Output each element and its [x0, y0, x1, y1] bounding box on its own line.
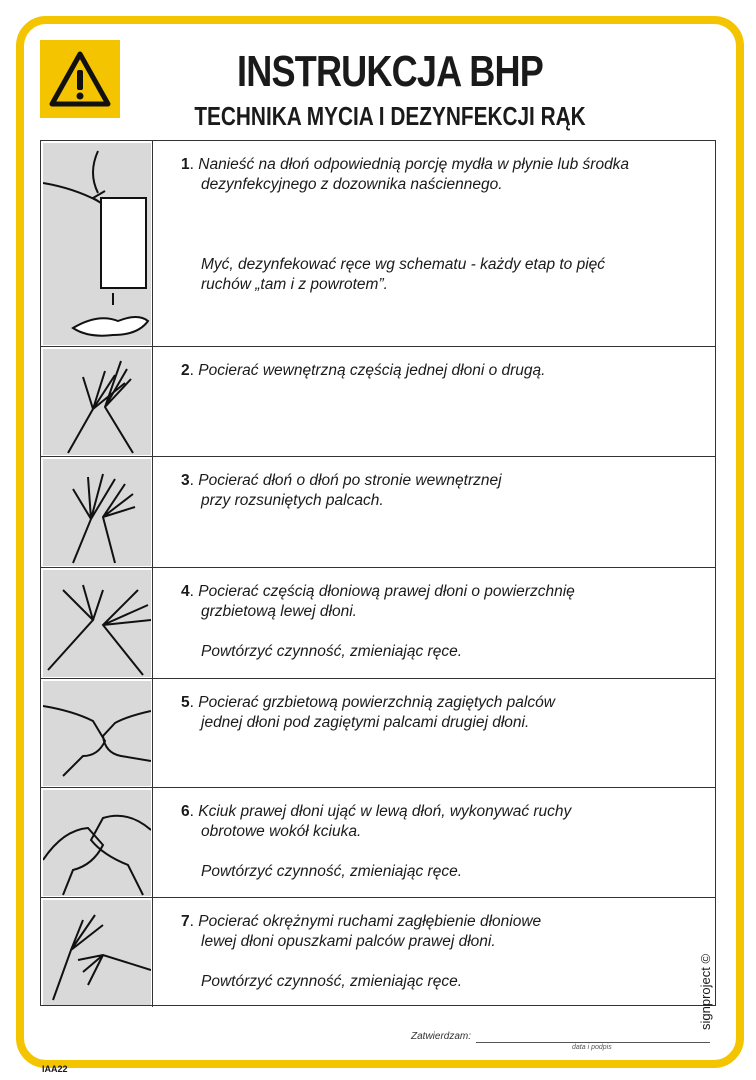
- step-text: [181, 693, 691, 733]
- thumb-rotation-icon: [43, 790, 151, 896]
- signature-line: [476, 1042, 710, 1043]
- step-line: grzbietową lewej dłoni.: [201, 603, 357, 620]
- step-picture: [43, 459, 151, 566]
- palm-over-back-icon: [43, 570, 151, 677]
- warning-triangle-icon: [40, 40, 120, 118]
- step-line: Pocierać częścią dłoniową prawej dłoni o powierzchnię: [198, 583, 575, 600]
- step-number: 6: [181, 803, 190, 820]
- step-text: [181, 155, 691, 295]
- step-row: [41, 898, 715, 1007]
- column-divider: [152, 568, 153, 679]
- step-number: 7: [181, 913, 190, 930]
- step-number: 3: [181, 472, 190, 489]
- step-text: [181, 912, 691, 992]
- step-row: [41, 679, 715, 788]
- step-row: [41, 788, 715, 898]
- step-first-line: 3. Pocierać dłoń o dłoń po stronie wewnętrznej: [181, 472, 502, 489]
- step-row: [41, 457, 715, 568]
- step-line: lewej dłoni opuszkami palców prawej dłoni.: [201, 933, 496, 950]
- column-divider: [152, 347, 153, 457]
- column-divider: [152, 788, 153, 898]
- step-row: [41, 347, 715, 457]
- step-row: [41, 141, 715, 347]
- step-line: Nanieść na dłoń odpowiednią porcję mydła w płynie lub środka: [198, 156, 630, 173]
- step-picture: [43, 681, 151, 786]
- step-text: [181, 582, 691, 662]
- page-subtitle: TECHNIKA MYCIA I DEZYNFEKCJI RĄK: [194, 101, 586, 131]
- step-line: jednej dłoni pod zagiętymi palcami drugiej dłoni.: [201, 714, 530, 731]
- soap-dispenser-icon: [43, 143, 151, 345]
- step-note: Powtórzyć czynność, zmieniając ręce.: [201, 973, 463, 990]
- step-line: przy rozsuniętych palcach.: [201, 492, 384, 509]
- step-line: dezynfekcyjnego z dozownika naściennego.: [201, 176, 503, 193]
- step-note: Powtórzyć czynność, zmieniając ręce.: [201, 643, 463, 660]
- step-picture: [43, 790, 151, 896]
- steps-table: [40, 140, 716, 1006]
- step-picture: [43, 900, 151, 1005]
- column-divider: [152, 898, 153, 1007]
- step-note: Myć, dezynfekować ręce wg schematu - każdy etap to pięć: [201, 256, 606, 273]
- step-first-line: 7. Pocierać okrężnymi ruchami zagłębienie dłoniowe: [181, 913, 542, 930]
- step-text: [181, 802, 691, 882]
- step-first-line: 5. Pocierać grzbietową powierzchnią zagiętych palców: [181, 694, 555, 711]
- step-line: Pocierać okrężnymi ruchami zagłębienie dłoniowe: [198, 913, 542, 930]
- step-picture: [43, 349, 151, 455]
- step-note: ruchów „tam i z powrotem”.: [201, 276, 388, 293]
- interlaced-fingers-icon: [43, 459, 151, 566]
- step-note: Powtórzyć czynność, zmieniając ręce.: [201, 863, 463, 880]
- palm-to-palm-icon: [43, 349, 151, 455]
- step-line: obrotowe wokół kciuka.: [201, 823, 362, 840]
- copyright-note: signproject ©: [698, 953, 713, 1030]
- step-line: Pocierać grzbietową powierzchnią zagiętych palców: [198, 694, 555, 711]
- column-divider: [152, 679, 153, 788]
- signature-caption: data i podpis: [572, 1044, 612, 1051]
- step-line: Pocierać dłoń o dłoń po stronie wewnętrznej: [198, 472, 502, 489]
- step-number: 2: [181, 362, 190, 379]
- step-text: [181, 361, 691, 381]
- column-divider: [152, 141, 153, 347]
- step-line: Pocierać wewnętrzną częścią jednej dłoni o drugą.: [198, 362, 546, 379]
- column-divider: [152, 457, 153, 568]
- step-first-line: 2. Pocierać wewnętrzną częścią jednej dłoni o drugą.: [181, 362, 546, 379]
- step-text: [181, 471, 691, 511]
- product-code: IAA22: [42, 1064, 68, 1074]
- step-number: 5: [181, 694, 190, 711]
- step-number: 1: [181, 156, 190, 173]
- page-title: INSTRUKCJA BHP: [237, 47, 543, 96]
- step-row: [41, 568, 715, 679]
- fingertips-in-palm-icon: [43, 900, 151, 1005]
- warning-sign: [40, 40, 120, 118]
- step-first-line: 4. Pocierać częścią dłoniową prawej dłoni o powierzchnię: [181, 583, 575, 600]
- approve-label: Zatwierdzam:: [411, 1031, 472, 1042]
- step-picture: [43, 570, 151, 677]
- step-line: Kciuk prawej dłoni ująć w lewą dłoń, wykonywać ruchy: [198, 803, 572, 820]
- step-first-line: 1. Nanieść na dłoń odpowiednią porcję mydła w płynie lub środka: [181, 156, 630, 173]
- step-picture: [43, 143, 151, 345]
- backs-of-fingers-icon: [43, 681, 151, 786]
- step-number: 4: [181, 583, 190, 600]
- step-first-line: 6. Kciuk prawej dłoni ująć w lewą dłoń, wykonywać ruchy: [181, 803, 572, 820]
